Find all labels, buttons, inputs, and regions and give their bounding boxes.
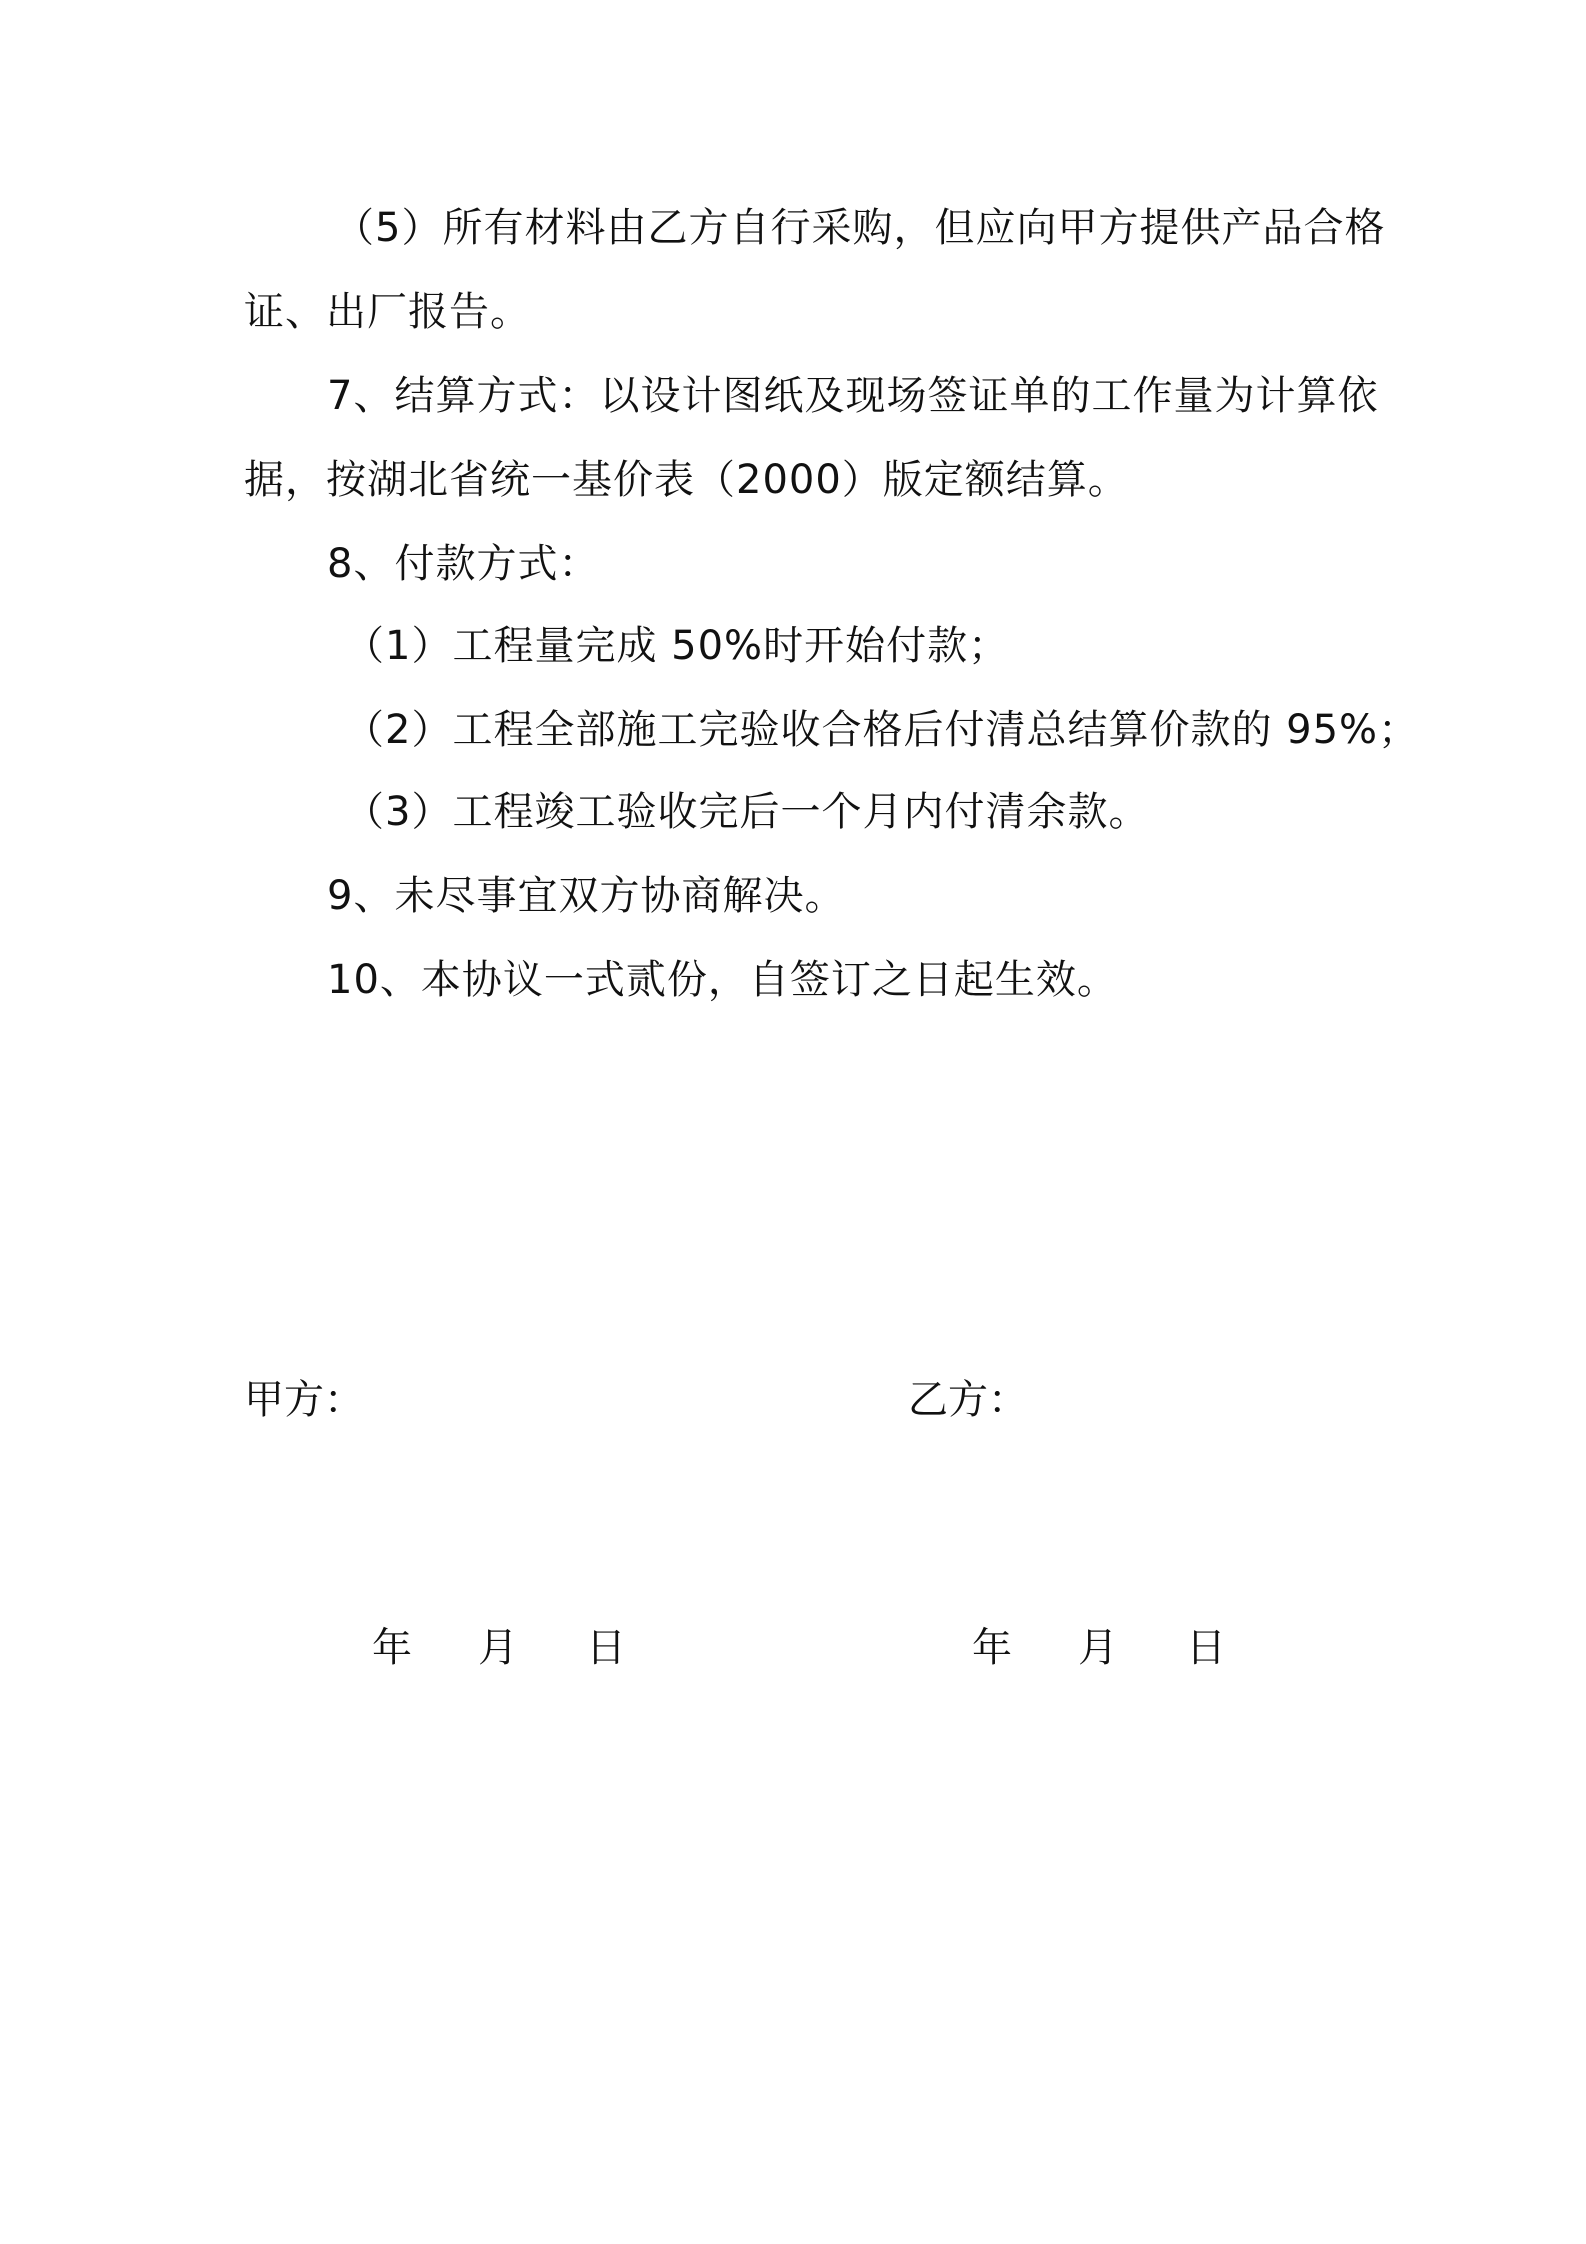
date-month: 月 [1078, 1625, 1118, 1671]
clause-10: 10、本协议一式贰份，自签订之日起生效。 [327, 957, 1118, 1003]
clause-7-line-2: 据，按湖北省统一基价表（2000）版定额结算。 [244, 457, 1129, 503]
clause-5-line-1: （5）所有材料由乙方自行采购，但应向甲方提供产品合格 [334, 205, 1386, 251]
clause-5-line-2: 证、出厂报告。 [244, 289, 531, 335]
clause-8-item-3: （3）工程竣工验收完后一个月内付清余款。 [344, 789, 1150, 835]
date-year: 年 [372, 1625, 412, 1671]
clause-8-title: 8、付款方式： [327, 541, 600, 587]
date-month: 月 [478, 1625, 518, 1671]
party-b-date [972, 1620, 1232, 1676]
date-day: 日 [1186, 1625, 1226, 1671]
clause-8-item-2: （2）工程全部施工完验收合格后付清总结算价款的 95%； [344, 707, 1420, 753]
party-a-label: 甲方： [244, 1377, 364, 1423]
date-day: 日 [586, 1625, 626, 1671]
clause-8-item-1: （1）工程量完成 50%时开始付款； [344, 623, 1010, 669]
clause-9: 9、未尽事宜双方协商解决。 [327, 873, 846, 919]
date-year: 年 [972, 1625, 1012, 1671]
party-b-label: 乙方： [908, 1377, 1028, 1423]
party-a-date [372, 1620, 632, 1676]
clause-7-line-1: 7、结算方式：以设计图纸及现场签证单的工作量为计算依 [327, 373, 1379, 419]
